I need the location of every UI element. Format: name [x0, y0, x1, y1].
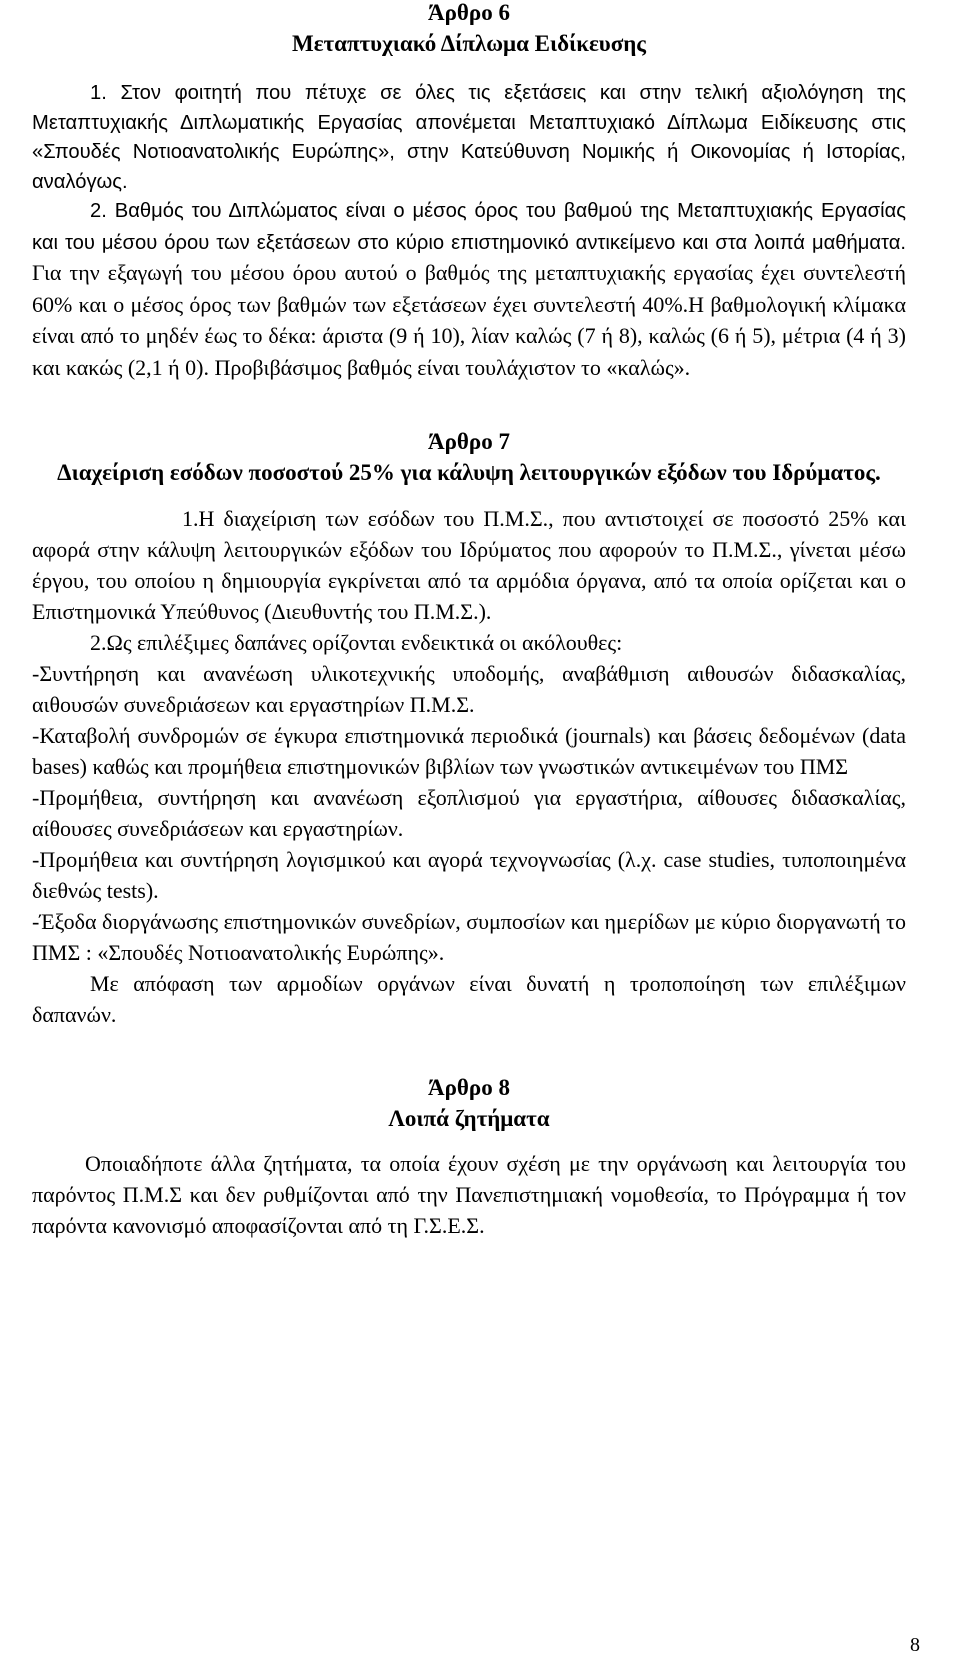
- list-item: -Έξοδα διοργάνωσης επιστημονικών συνεδρίων, συμποσίων και ημερίδων με κύριο διοργανωτή το ΠΜΣ : «Σπουδές Νοτιοανατολικής Ευρώπης».: [32, 909, 906, 965]
- article-7-subtitle: Διαχείριση εσόδων ποσοστού 25% για κάλυψη λειτουργικών εξόδων του Ιδρύματος.: [57, 460, 881, 485]
- list-item: -Συντήρηση και ανανέωση υλικοτεχνικής υποδομής, αναβάθμιση αιθουσών διδασκαλίας, αιθουσών συνεδριάσεων και εργαστηρίων Π.Μ.Σ.: [32, 661, 906, 717]
- article-8-subtitle: Λοιπά ζητήματα: [388, 1106, 550, 1131]
- list-item: -Προμήθεια και συντήρηση λογισμικού και αγορά τεχνογνωσίας (λ.χ. case studies, τυποποιημένα διεθνώς tests).: [32, 847, 906, 903]
- document-body: [32, 0, 906, 1241]
- article-8-title: Άρθρο 8: [428, 1075, 510, 1100]
- article-7-closing: Με απόφαση των αρμοδίων οργάνων είναι δυνατή η τροποποίηση των επιλέξιμων δαπανών.: [32, 971, 906, 1027]
- article-6-title: Άρθρο 6: [428, 0, 510, 25]
- article-7-paragraph-1: 1.Η διαχείριση των εσόδων του Π.Μ.Σ., που αντιστοιχεί σε ποσοστό 25% και αφορά στην κάλυψη λειτουργικών εξόδων του Ιδρύματος που αφορούν το Π.Μ.Σ., γίνεται μέσω έργου, του οποίου η δημιουργία εγκρίνεται από τα αρμόδια όργανα, από τα οποία ορίζεται και ο Επιστημονικά Υπεύθυνος (Διευθυντής του Π.Μ.Σ.).: [32, 506, 906, 624]
- article-7-paragraph-2: 2.Ως επιλέξιμες δαπάνες ορίζονται ενδεικτικά οι ακόλουθες:: [90, 630, 623, 655]
- article-6-paragraph-2-part-1: 2. Βαθμός του Διπλώματος είναι ο μέσος όρος του βαθμού της Μεταπτυχιακής Εργασίας και του μέσου όρου των εξετάσεων στο κύριο επιστημονικό αντικείμενο και στα λοιπά μαθήματα.: [32, 200, 906, 254]
- spacer: [32, 59, 906, 79]
- spacer: [32, 1134, 906, 1148]
- page-number: 8: [910, 1634, 920, 1656]
- list-item: -Καταβολή συνδρομών σε έγκυρα επιστημονικά περιοδικά (journals) και βάσεις δεδομένων (data bases) καθώς και προμήθεια επιστημονικών βιβλίων των γνωστικών αντικειμένων του ΠΜΣ: [32, 723, 906, 779]
- article-6-subtitle: Μεταπτυχιακό Δίπλωμα Ειδίκευσης: [291, 31, 647, 56]
- article-7-title: Άρθρο 7: [428, 429, 510, 454]
- spacer: [32, 488, 906, 503]
- list-item: -Προμήθεια, συντήρηση και ανανέωση εξοπλισμού για εργαστήρια, αίθουσες διδασκαλίας, αίθουσες συνεδριάσεων και εργαστηρίων.: [32, 785, 906, 841]
- article-6-paragraph-2-part-2: Για την εξαγωγή του μέσου όρου αυτού ο βαθμός της μεταπτυχιακής εργασίας έχει συντελεστή 60% και ο μέσος όρος των βαθμών των εξετάσεων έχει συντελεστή 40%.Η βαθμολογική κλίμακα είναι από το μηδέν έως το δέκα: άριστα (9 ή 10), λίαν καλώς (7 ή 8), καλώς (6 ή 5), μέτρια (4 ή 3) και κακώς (2,1 ή 0). Προβιβάσιμος βαθμός είναι τουλάχιστον το «καλώς».: [32, 260, 906, 380]
- article-6-paragraph-1: 1. Στον φοιτητή που πέτυχε σε όλες τις εξετάσεις και στην τελική αξιολόγηση της Μεταπτυχιακής Διπλωματικής Εργασίας απονέμεται Μεταπτυχιακό Δίπλωμα Ειδίκευσης στις «Σπουδές Νοτιοανατολικής Ευρώπης», στην Κατεύθυνση Νομικής ή Οικονομίας ή Ιστορίας, αναλόγως.: [32, 82, 906, 193]
- spacer: [32, 1030, 906, 1072]
- article-8-paragraph-1: Οποιαδήποτε άλλα ζητήματα, τα οποία έχουν σχέση με την οργάνωση και λειτουργία του παρόντος Π.Μ.Σ και δεν ρυθμίζονται από την Πανεπιστημιακή νομοθεσία, το Πρόγραμμα ή τον παρόντα κανονισμό αποφασίζονται από τη Γ.Σ.Ε.Σ.: [32, 1151, 906, 1238]
- spacer: [32, 384, 906, 426]
- article-6-paragraph-2: [32, 197, 906, 384]
